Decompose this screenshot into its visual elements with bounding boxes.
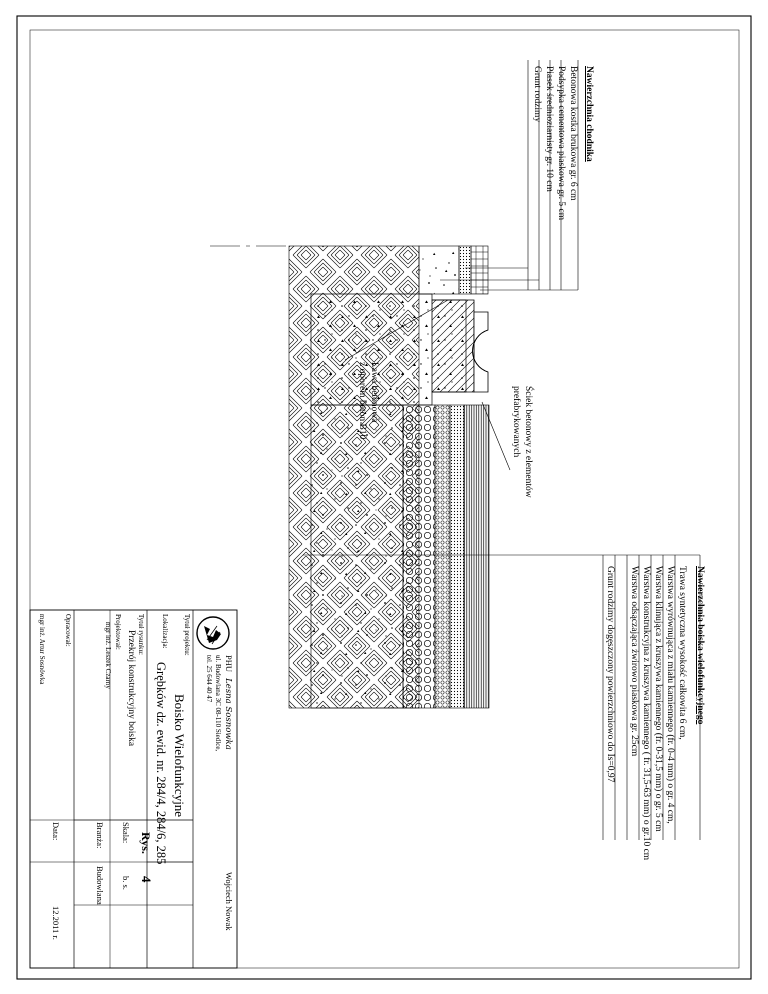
scale-value: b. s.: [121, 876, 131, 890]
walkway-layer-1: Betonowa kostka brukowa gr. 6 cm: [568, 66, 578, 201]
company-address: ul. Budowlana 3C 08-110 Siedlce,: [214, 655, 222, 752]
branch-value: Budowlana: [95, 866, 105, 905]
prepared-by: mgr inż. Artur Sosnówka: [38, 614, 46, 685]
walkway-legend-title: Nawierzchnia chodnika: [584, 66, 594, 162]
field-legend-title: Nawierzchnia boiska wielofunkcyjnego: [695, 566, 705, 725]
drawing-title-label: Tytuł rysunku:: [137, 614, 145, 655]
walkway-layer-3: Piasek średnioziarnisty gr. 10 cm: [544, 66, 554, 192]
project-title: Boisko Wielofunkcyjne: [172, 694, 187, 818]
field-layer-1: Trawa syntetyczna wysokość całkowita 6 cm,: [677, 566, 687, 740]
location: Grębków dz. ewid. nr. 284/4, 284/6, 285: [154, 662, 168, 865]
drainage-layer: [311, 405, 403, 708]
date-label: Data:: [51, 822, 61, 841]
scale-label: Skala:: [121, 822, 131, 844]
company-signature: Lesna Sosnowka: [223, 678, 233, 750]
date-value: 12.2011 r.: [51, 906, 61, 940]
location-label: Lokalizacja:: [161, 614, 169, 649]
levelling-layer: [450, 405, 464, 708]
company-logo-icon: [197, 617, 229, 649]
drawing-number-label: Rys.: [139, 832, 153, 854]
designer-label: Projektował:: [114, 614, 122, 650]
curb-label-line-1: Ława betonowa: [369, 362, 379, 423]
structural-aggregate-layer: [403, 405, 435, 708]
field-layer-4: Warstwa konstrukcyjna z kruszywa kamiennego ( fr. 31,5-63 mm) o gr.10 cm: [641, 566, 651, 861]
wedging-layer: [435, 405, 450, 708]
field-layer-3: Warstwa klinująca z kruszywa kamiennego (fr. 0-31,5 mm) o gr. 5 cm: [653, 566, 663, 832]
company-owner: Wojciech Nowak: [224, 872, 234, 931]
company-name: PHU Lesna Sosnowka: [223, 655, 234, 750]
field-layer-5: Warstwa odsączająca żwirowo piaskowa gr. 25cm: [629, 566, 639, 757]
paving-stone-layer: [471, 246, 488, 294]
drawing-number: 4: [139, 876, 154, 883]
prepared-label: Opracował:: [64, 614, 72, 647]
drawing-title: Przekrój konstrukcyjny boiska: [126, 630, 136, 747]
gutter-label-line-2: prefabrykowanych: [511, 386, 521, 458]
walkway-layer-2: Podsypka cementowa piaskowa gr. 5 cm: [556, 66, 566, 221]
company-phone: tel. 25 644 40 47: [205, 655, 213, 703]
prefab-gutter: [432, 300, 474, 392]
project-title-label: Tytuł projektu:: [183, 614, 191, 656]
synthetic-turf-layer: [464, 405, 489, 708]
designer: mgr inż. Leszek Czarny: [104, 622, 112, 689]
field-layer-2: Warstwa wyrównująca z miału kamiennego (fr. 0-4 mm) o gr. 4 cm,: [665, 566, 675, 824]
walkway-bedding-layer: [459, 246, 471, 294]
walkway-sand-layer: [419, 246, 459, 294]
branch-label: Branża:: [95, 822, 105, 849]
field-layer-6: Grunt rodzimy dogęszczony powierzchniowo do Is=0,97: [605, 566, 615, 783]
gutter-label-line-1: Ściek betonowy z elementów: [523, 386, 533, 498]
walkway-layer-4: Grunt rodzimy: [532, 66, 542, 123]
curb-label-line-2: z oporem beton B10: [357, 362, 367, 440]
